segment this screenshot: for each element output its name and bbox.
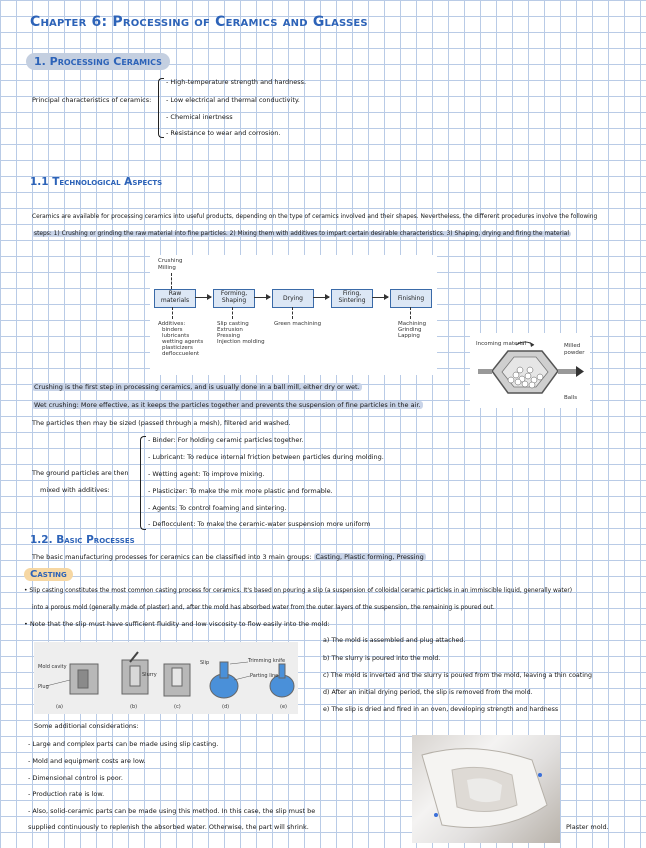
casting-step: c) The mold is inverted and the slurry is poured from the mold, leaving a thin coating <box>323 672 592 679</box>
mill-label-milled: Milled powder <box>564 343 585 356</box>
steps-highlight: steps: 1) Crushing or grinding the raw material into fine particles. 2) Mixing them with additives to impart certain desirable characteristics. 3) Shaping, drying and firing the material <box>34 231 569 237</box>
fig-label-slurry: Slurry <box>142 672 157 678</box>
fig-part-label: (e) <box>280 704 287 710</box>
additive-item: - Deflocculent: To make the ceramic-water suspension more uniform <box>148 520 371 528</box>
crushing-highlight: Crushing is the first step in processing ceramics, and is usually done in a ball mill, either dry or wet. <box>34 383 360 391</box>
fig-part-label: (a) <box>56 704 63 710</box>
plaster-mold-drawing <box>412 735 560 843</box>
flow-note: plasticizers <box>162 345 193 351</box>
mill-label-balls: Balls <box>564 395 578 401</box>
crushing-line <box>32 383 362 391</box>
section-heading-basic-processes: 1.2. Basic Processes <box>30 534 135 546</box>
characteristics-lead: Principal characteristics of ceramics: <box>32 96 152 104</box>
flow-note: Lapping <box>398 333 420 339</box>
additive-item: - Wetting agent: To improve mixing. <box>148 470 265 478</box>
ball-mill-figure <box>470 333 590 408</box>
mill-label-incoming: Incoming material <box>476 341 527 347</box>
flow-arrow <box>313 297 329 298</box>
flow-note: Slip casting <box>217 321 249 327</box>
casting-line: • Note that the slip must have sufficient fluidity and low viscosity to flow easily into the mold: <box>24 620 330 628</box>
slip-casting-figure <box>34 642 298 714</box>
flow-box-forming: Forming, Shaping <box>213 289 255 308</box>
additive-item: - Lubricant: To reduce internal friction between particles during molding. <box>148 453 384 461</box>
brace <box>140 436 146 530</box>
fig-label-plug: Plug <box>38 684 49 690</box>
consideration-item: supplied continuously to replenish the absorbed water. Otherwise, the part will shrink. <box>28 823 309 831</box>
casting-step: e) The slip is dried and fired in an oven, developing strength and hardness <box>323 706 559 713</box>
basic-processes-line <box>32 553 426 561</box>
flow-note: Pressing <box>217 333 240 339</box>
considerations-title: Some additional considerations: <box>34 722 139 730</box>
additives-lead: The ground particles are then <box>32 469 129 477</box>
flow-note: wetting agents <box>162 339 204 345</box>
plaster-mold-photo <box>412 735 560 843</box>
dashed-connector <box>232 307 233 319</box>
flow-note: binders <box>162 327 183 333</box>
flow-note: Additives: <box>158 321 186 327</box>
fig-label-trimming-knife: Trimming knife <box>248 658 286 664</box>
page-title: Chapter 6: Processing of Ceramics and Glasses <box>30 14 368 30</box>
flow-note: Machining <box>398 321 427 327</box>
section-heading-processing-ceramics: 1. Processing Ceramics <box>26 53 170 70</box>
consideration-item: - Dimensional control is poor. <box>28 774 123 782</box>
flow-note: Green machining <box>274 321 322 327</box>
casting-line: • Slip casting constitutes the most common casting process for ceramics. It's based on pouring a slip (a suspension of colloidal ceramic particles in an immiscible liquid, generally water) <box>24 588 573 594</box>
flow-box-finishing: Finishing <box>390 289 432 308</box>
flow-note: Extrusion <box>217 327 243 333</box>
flow-top-label: Milling <box>158 265 176 271</box>
consideration-item: - Mold and equipment costs are low. <box>28 757 146 765</box>
fig-label-parting-line: Parting line <box>250 673 279 679</box>
additive-item: - Plasticizer: To make the mix more plastic and formable. <box>148 487 333 495</box>
characteristic-item: - Resistance to wear and corrosion. <box>166 129 281 137</box>
process-flow-diagram <box>150 255 437 375</box>
flow-arrow <box>195 297 211 298</box>
additives-lead: mixed with additives: <box>40 486 110 494</box>
paragraph-line <box>32 230 571 238</box>
fig-part-label: (b) <box>130 704 138 710</box>
flow-box-drying: Drying <box>272 289 314 308</box>
crushing-line: The particles then may be sized (passed through a mesh), filtered and washed. <box>32 419 291 427</box>
flow-top-label: Crushing <box>158 258 183 264</box>
section-heading-technological-aspects: 1.1 Technological Aspects <box>30 176 163 188</box>
process-groups-highlight: Casting, Plastic forming, Pressing <box>315 553 424 561</box>
flow-note: Grinding <box>398 327 422 333</box>
paragraph-line: Ceramics are available for processing ceramics into useful products, depending on the type of ceramics involved and their shapes. Nevertheless, the different procedures involve the following <box>32 214 598 220</box>
dashed-connector <box>292 307 293 319</box>
flow-box-firing: Firing, Sintering <box>331 289 373 308</box>
fig-part-label: (c) <box>174 704 181 710</box>
flow-note: lubricants <box>162 333 190 339</box>
additive-item: - Binder: For holding ceramic particles together. <box>148 436 304 444</box>
characteristic-item: - Low electrical and thermal conductivity. <box>166 96 300 104</box>
flow-arrow <box>254 297 270 298</box>
dashed-connector <box>172 307 173 319</box>
consideration-item: - Production rate is low. <box>28 790 105 798</box>
fig-label-mold-cavity: Mold cavity <box>38 664 67 670</box>
flow-box-raw-materials: Raw materials <box>154 289 196 308</box>
characteristic-item: - Chemical inertness <box>166 113 233 121</box>
casting-step: d) After an initial drying period, the slip is removed from the mold. <box>323 689 533 696</box>
flow-note: Injection molding <box>217 339 265 345</box>
characteristic-item: - High-temperature strength and hardness. <box>166 78 307 86</box>
casting-step: b) The slurry is poured into the mold. <box>323 655 441 662</box>
casting-step: a) The mold is assembled and plug attached. <box>323 637 466 644</box>
casting-label: Casting <box>24 568 73 581</box>
photo-caption: Plaster mold. <box>566 823 609 831</box>
consideration-item: - Also, solid-ceramic parts can be made using this method. In this case, the slip must be <box>28 807 316 815</box>
flow-note: defloccuelent <box>162 351 200 357</box>
crushing-line <box>32 401 423 409</box>
dashed-connector <box>171 273 172 289</box>
fig-part-label: (d) <box>222 704 230 710</box>
additive-item: - Agents: To control foaming and sintering. <box>148 504 287 512</box>
flow-arrow <box>372 297 388 298</box>
brace <box>158 78 164 138</box>
basic-processes-text: The basic manufacturing processes for ceramics can be classified into 3 main groups: <box>32 553 312 561</box>
fig-label-slip: Slip <box>200 660 210 666</box>
dashed-connector <box>410 307 411 319</box>
casting-line: into a porous mold (generally made of plaster) and, after the mold has absorbed water from the outer layers of the suspension, the remaining is poured out. <box>32 605 495 611</box>
wet-crushing-highlight: Wet crushing: More effective, as it keeps the particles together and prevents the suspension of fine particles in the air. <box>34 401 421 409</box>
consideration-item: - Large and complex parts can be made using slip casting. <box>28 740 219 748</box>
